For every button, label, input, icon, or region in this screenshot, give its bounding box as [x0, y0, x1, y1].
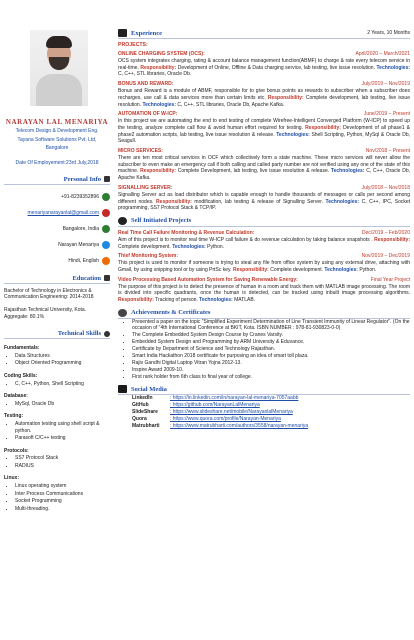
email-icon — [102, 209, 110, 217]
languages-row: Hindi, English — [4, 257, 110, 265]
skills-list — [4, 345, 110, 512]
achievement-item: • Smart India Hackathon 2018 certificate for purposing an idea of smart toll plaza. — [132, 353, 410, 359]
job-entry — [118, 81, 410, 108]
social-network-icon — [118, 385, 127, 393]
projects-label: PROJECTS: — [118, 42, 148, 48]
location-icon — [102, 225, 110, 233]
self-project-desc-text: This project is used to monitor if someone is trying to steal any file from office system by using any external drive, attaching with Gmail, by using snipping tool or by using PrtSc key. — [118, 260, 410, 274]
achievements-heading: Achievements & Certificates — [118, 309, 410, 317]
job-entry-technologies: C, C++, STL libraries, Oracle Db. — [118, 71, 192, 78]
job-entry — [118, 111, 410, 145]
skill-item: • SS7 Protocol Stack — [15, 455, 110, 462]
technical-skills-heading: Technical Skills — [4, 330, 110, 337]
social-links — [118, 395, 410, 430]
job-entry-technologies: C, C++, Oracle Db, Apache Kafka. — [118, 168, 410, 182]
job-entry-responsibility: Development of all phase1 & phase2 automation scripts, lab testing, live issue resolution & release. — [118, 124, 411, 138]
skill-item: • Data Structures — [15, 353, 110, 360]
job-entry-title: BONUS AND REWARD: — [118, 81, 174, 88]
skill-group-title: Coding Skills: — [4, 372, 38, 379]
award-icon — [118, 309, 127, 317]
self-project-technologies: Python. — [207, 243, 225, 250]
achievements-list — [118, 319, 410, 380]
company: Tayana Software Solutions Pvt. Ltd, — [17, 136, 97, 143]
self-project-header — [118, 253, 410, 259]
personal-info-heading: Personal Info — [4, 176, 110, 183]
self-project-title: Thief Monitoring System: — [118, 253, 178, 260]
self-project-responsibility: Tracking of person. — [155, 297, 198, 304]
email-row[interactable] — [4, 209, 110, 217]
skype-icon — [102, 241, 110, 249]
job-entry-dates: April/2020 – March/2021 — [355, 51, 410, 57]
location-row: Bangalore, India — [4, 225, 110, 233]
graduation-cap-icon — [104, 275, 110, 281]
social-item — [132, 409, 410, 416]
skype-row: Narayan Menariya — [4, 241, 110, 249]
job-entry-description — [118, 155, 410, 182]
self-project-header — [118, 230, 410, 236]
skill-group-list — [4, 455, 110, 469]
job-entry-title: ONLINE CHARGING SYSTEM (OCS): — [118, 51, 205, 57]
self-project-desc-text: The purpose of this project is to detect the presence of human in a room and track them with MATLAB image processing. The room is divided into specific quadrants, once the human is detected, can be tracked using inbuilt image processing algorithms. — [118, 283, 410, 297]
gears-icon — [104, 331, 110, 337]
gear-icon — [118, 217, 127, 225]
education-degree: Bachelor of Technology in Electronics & Communication Engineering: 2014-2018 — [4, 287, 94, 301]
social-label: Quora — [132, 416, 147, 423]
skill-item: • Parasoft C/C++ testing — [15, 435, 110, 442]
responsibility-label: Responsibility: — [118, 297, 154, 304]
social-label: LinkedIn — [132, 395, 153, 402]
skill-group-title: Database: — [4, 393, 28, 400]
technologies-label: Technologies: — [172, 243, 206, 250]
job-entry-description — [118, 58, 410, 78]
achievement-item: • Presented a paper on the topic "Simplified Experiment Determination of Line Transient Immunity of Linear Regulator". (On the occasion of "4th International Conference at BKIT, Kota. ISBN NUMBER : 978-81-930823-0-0) — [132, 319, 410, 332]
social-media-heading: Social Media — [118, 385, 410, 393]
job-entry-description — [118, 88, 410, 108]
job-entry-title: AUTOMATION OF W-ICP: — [118, 111, 178, 118]
social-link[interactable]: : https://in.linkedin.com/in/narayan-lal-menariya-7057aabb — [170, 395, 299, 402]
skill-group-list — [4, 421, 110, 442]
job-entry-desc-text: OCS system integrates charging, rating & account balance management function(ABMF) to charge & rate every telecom service in real-time. — [118, 58, 410, 71]
social-label: SlideShare — [132, 409, 158, 416]
self-project-description — [118, 260, 410, 273]
self-project-desc-text: Aim of this project is to monitor real time W-ICP call failure & do revenue calculation by taking balance snapshots . — [118, 236, 373, 243]
social-label: Matrubharti — [132, 423, 160, 430]
skill-item: • Multi-threading. — [15, 506, 110, 513]
skill-item: • Object Oriented Programming — [15, 360, 110, 367]
technologies-label: Technologies: — [325, 198, 360, 205]
job-entry-technologies: C, C++, STL libraries, Oracle Db, Apache Kafka. — [177, 101, 285, 108]
technologies-label: Technologies: — [330, 168, 365, 175]
phone-icon — [102, 193, 110, 201]
responsibility-label: Responsibility: — [305, 124, 341, 131]
self-project-description — [118, 237, 410, 250]
job-entry-dates: July/2019 – Nov/2019 — [361, 81, 410, 88]
profile-photo — [30, 30, 88, 106]
right-column — [118, 0, 410, 640]
skill-item: • Inter Process Communications — [15, 491, 110, 498]
job-entry-title: SIGNALLING SERVER: — [118, 184, 173, 191]
job-entry-responsibility: Complete Development, lab testing, live issue resolution & release. — [177, 168, 330, 175]
job-entry — [118, 51, 410, 78]
job-role: Telecom Design & Development Eng. — [15, 128, 99, 134]
self-project-title: Video Processing Based Automation System for Saving Renewable Energy: — [118, 276, 298, 283]
self-project-dates: Nov/2019 – Dec/2019 — [361, 253, 410, 260]
skill-item: • Socket Programming — [15, 498, 110, 505]
achievement-item: • Embedded System Design and Programming by ARM University & Eduvance. — [132, 339, 410, 345]
job-entry-dates: June/2019 – Present — [363, 111, 410, 118]
self-project — [118, 230, 410, 250]
skill-group-list — [4, 401, 110, 408]
job-list — [118, 51, 410, 212]
education-heading: Education — [4, 275, 110, 282]
self-project-technologies: Python. — [359, 267, 377, 274]
responsibility-label: Responsibility: — [156, 198, 192, 205]
social-link[interactable]: : https://www.matrubharti.com/authors/3558/narayan-menariya — [170, 423, 309, 430]
job-entry-title: MICRO SERVICES: — [118, 148, 163, 155]
technologies-label: Technologies: — [199, 297, 233, 304]
language-icon — [102, 257, 110, 265]
skill-group-list — [4, 483, 110, 512]
job-entry-desc-text: In this project we are automating the end to end testing of complete Wirefree-Intelligent Converged Platform (W-ICP) to speed up the testing, analyze complete call flow & avoid human effort required for testing. — [118, 118, 410, 131]
social-link[interactable]: : https://www.quora.com/profile/Narayan-Menariya — [170, 416, 281, 423]
achievement-item: • First rank holder from 6th class to final year of college. — [132, 374, 410, 380]
skill-item: • Automation testing using shell script & python. — [15, 421, 110, 434]
self-project — [118, 277, 410, 304]
skill-group-title: Fundamentals: — [4, 345, 40, 352]
responsibility-label: Responsibility: — [374, 236, 410, 243]
skill-item: • Linux operating system — [15, 483, 110, 490]
achievement-item: • Rajiv Gandhi Digital Laptop Vitran Yojna 2012-13. — [132, 360, 410, 366]
email-link[interactable]: menariyanarayanlal@gmail.com — [27, 209, 99, 216]
self-projects-heading: Self Initiated Projects — [118, 217, 410, 225]
job-entry-responsibility: modification, lab testing & release of Signalling Server. — [194, 198, 323, 205]
skill-item: • MySql, Oracle Db — [15, 401, 110, 408]
self-project-header — [118, 277, 410, 283]
phone-row: +91-8239352896 — [4, 193, 110, 201]
skill-group-title: Protocols: — [4, 447, 29, 454]
technologies-label: Technologies: — [276, 131, 310, 138]
responsibility-label: Responsibility: — [267, 94, 304, 101]
left-column — [0, 0, 113, 640]
skill-group-title: Testing: — [4, 413, 24, 420]
experience-heading: Experience 2 Years, 10 Months — [118, 29, 410, 37]
skill-item: • C, C++, Python, Shell Scripting — [15, 381, 110, 388]
city: Bangalore — [45, 145, 69, 152]
self-project-responsibility: Complete development. — [270, 267, 324, 274]
skill-group-list — [4, 353, 110, 367]
job-entry-desc-text: Bonus and Reward is a module of ABMF, responsible for to give bonus points as rewards to subscriber when a subscriber does recharges, use call & data services more than certain limits etc. — [118, 88, 410, 101]
job-entry-header — [118, 51, 410, 57]
technologies-label: Technologies: — [142, 101, 176, 108]
person-name: NARAYAN LAL MENARIYA — [5, 118, 109, 126]
social-link[interactable]: : https://github.com/NarayanLalMenariya — [170, 402, 260, 409]
job-entry-header — [118, 148, 410, 154]
social-item — [132, 423, 410, 430]
job-entry-description — [118, 118, 410, 145]
social-link[interactable]: : https://www.slideshare.net/mobile/NarayanlalMenariya — [170, 409, 293, 416]
job-entry — [118, 185, 410, 212]
job-entry-header — [118, 185, 410, 191]
self-project-title: Real Time Call Failure Monitoring & Revenue Calculation: — [118, 229, 255, 236]
social-item — [132, 395, 410, 402]
experience-duration: 2 Years, 10 Months — [367, 30, 410, 36]
job-entry-technologies: Shell Scripting, Python, MySql & Oracle Db, Seagull. — [118, 131, 410, 145]
skill-item: • RADIUS — [15, 463, 110, 470]
date-of-employment: Date Of Employement:23rd July,2018 — [15, 159, 99, 166]
person-card-icon — [104, 176, 110, 182]
job-entry-header — [118, 111, 410, 117]
self-project-list — [118, 230, 410, 304]
achievement-item: • The Complete Embedded System Design Course by Cranes Varsity. — [132, 332, 410, 338]
social-item — [132, 416, 410, 423]
self-project-responsibility: Complete development. — [118, 243, 171, 250]
social-label: GitHub — [132, 402, 149, 409]
self-project-technologies: MATLAB. — [234, 297, 256, 304]
job-entry-technologies: C, C++, IPC, Socket programming, SS7 Protocol Stack & TCP/IP. — [118, 198, 411, 212]
responsibility-label: Responsibility: — [140, 168, 176, 175]
job-entry-responsibility: Complete development, lab testing, live issue resolution. — [118, 94, 410, 108]
job-entry-responsibility: Development of Online, Offline & Data charging service, lab testing, live issue resolution. — [177, 64, 375, 71]
self-project-description — [118, 284, 410, 304]
job-entry-dates: Nov/2018 – Present — [365, 148, 410, 155]
job-entry-desc-text: There are ten most critical services in OCF which collectively form a state machine. These micro services will never allow the subscriber to even make an emergency call if both calling and called party number are not verified using any one of the state of this machine. — [118, 155, 410, 175]
self-project — [118, 253, 410, 273]
job-entry-header — [118, 81, 410, 87]
achievement-item: • Inspire Award 2009-10. — [132, 367, 410, 373]
responsibility-label: Responsibility: — [232, 267, 269, 274]
job-entry-description — [118, 192, 410, 212]
self-project-dates: Final Year Project — [370, 276, 410, 283]
technologies-label: Technologies: — [376, 64, 411, 71]
achievement-item: • Certificate by Department of Science and Technology Rajasthan. — [132, 346, 410, 352]
social-item — [132, 402, 410, 409]
job-entry-desc-text: Signalling Server act as load distributor which is capable enough to handle thousands of messages or calls per second among different nodes. — [118, 191, 410, 205]
briefcase-icon — [118, 29, 127, 37]
self-project-dates: Dec/2019 – Feb/2020 — [361, 229, 410, 236]
responsibility-label: Responsibility: — [140, 64, 177, 71]
technologies-label: Technologies: — [324, 267, 358, 274]
skill-group-list — [4, 381, 110, 388]
education-university: Rajasthan Technical University, Kota. Aggregate: 80.1% — [4, 306, 87, 320]
job-entry-dates: July/2018 – Nov/2018 — [361, 184, 410, 191]
skill-group-title: Linux: — [4, 475, 19, 482]
job-entry — [118, 148, 410, 182]
